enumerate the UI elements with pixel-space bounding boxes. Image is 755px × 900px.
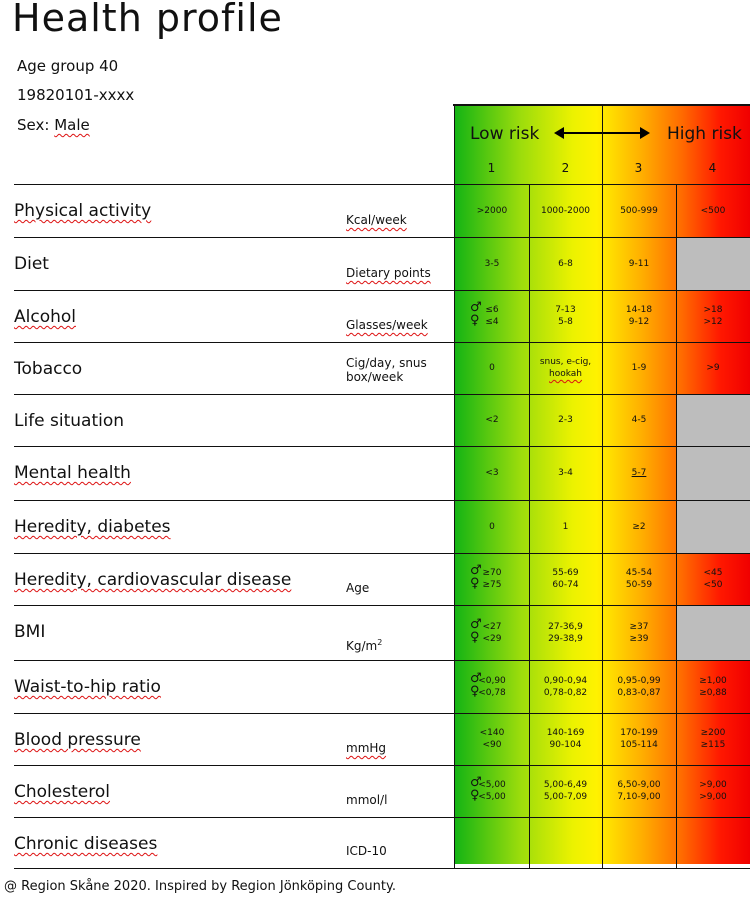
female-symbol-icon: ♀	[470, 629, 480, 645]
risk-cell-3: 6,50-9,00 7,10-9,00	[617, 780, 661, 802]
sex-value: Male	[54, 116, 90, 134]
not-applicable-cell	[677, 606, 750, 660]
risk-cell-3: 9-11	[628, 258, 650, 269]
row-label: Waist-to-hip ratio	[14, 677, 161, 697]
personal-id: 19820101-xxxx	[17, 86, 135, 104]
risk-cell-1: <2	[485, 415, 499, 425]
row-unit: Dietary points	[346, 266, 431, 280]
risk-cell-3: 45-54 50-59	[625, 568, 653, 590]
row-divider	[14, 817, 750, 818]
risk-cell-3: 170-199 105-114	[620, 728, 658, 750]
risk-cell-2: 0,90-0,94 0,78-0,82	[543, 675, 588, 698]
row-label: Alcohol	[14, 307, 76, 327]
risk-cell-1: >2000	[476, 205, 508, 216]
row-unit: $Kg/m^2$	[346, 638, 383, 653]
risk-cell-4: <500	[700, 205, 726, 216]
risk-cell-2: 27-36,9 29-38,9	[548, 621, 583, 644]
risk-cell-2: 1	[562, 521, 569, 532]
male-symbol-icon: ♂	[470, 616, 482, 632]
risk-cell-4: ≥1,00 ≥0,88	[699, 675, 727, 698]
risk-cell-2: 55-69 60-74	[552, 568, 579, 590]
not-applicable-cell	[677, 447, 750, 500]
risk-cell-1: 0	[489, 363, 495, 373]
row-unit: Cig/day, snus box/week	[346, 356, 427, 384]
not-applicable-cell	[677, 501, 750, 553]
risk-cell-2: 1000-2000	[540, 205, 591, 216]
risk-cell-1: 3-5	[484, 258, 500, 269]
risk-cell-2: 3-4	[558, 468, 573, 478]
risk-cell-4: >9	[706, 363, 720, 373]
risk-cell-2: 6-8	[558, 258, 573, 269]
risk-cell-3: 1-9	[631, 363, 647, 373]
row-label: Life situation	[14, 411, 125, 431]
row-label: Tobacco	[14, 359, 83, 379]
risk-cell-3: 0,95-0,99 0,83-0,87	[617, 675, 661, 698]
page-title: Health profile	[12, 0, 283, 40]
age-group: Age group 40	[17, 57, 119, 75]
risk-cell-1: ≥70 ≥75	[482, 568, 502, 590]
column-number-2: 2	[561, 161, 570, 175]
risk-cell-1: <3	[485, 468, 499, 478]
male-symbol-icon: ♂	[470, 563, 482, 578]
risk-cell-2: 2-3	[558, 415, 573, 425]
male-symbol-icon: ♂	[470, 775, 482, 790]
row-label: Heredity, cardiovascular disease	[14, 570, 292, 590]
row-divider	[14, 868, 750, 869]
row-label: Cholesterol	[14, 782, 110, 802]
row-unit: Kcal/week	[346, 213, 407, 227]
risk-cell-2: 140-169 90-104	[546, 728, 585, 750]
row-unit: Age	[346, 581, 370, 595]
row-label: Physical activity	[14, 201, 152, 221]
male-symbol-icon: ♂	[470, 300, 482, 315]
risk-cell-4: >18 >12	[703, 305, 723, 327]
row-unit: ICD-10	[346, 844, 387, 858]
risk-cell-2: 7-13 5-8	[555, 305, 576, 327]
risk-cell-1: ≤6 ≤4	[485, 305, 499, 327]
row-label: Chronic diseases	[14, 834, 158, 854]
column-number-1: 1	[487, 161, 496, 175]
risk-cell-2: 5,00-6,49 5,00-7,09	[543, 780, 588, 802]
risk-cell-1: 0	[489, 521, 495, 532]
male-symbol-icon: ♂	[470, 670, 482, 686]
risk-cell-2: snus, e-cig, hookah	[539, 357, 592, 379]
row-label: Mental health	[14, 463, 131, 483]
low-risk-label: Low risk	[470, 124, 540, 144]
female-symbol-icon: ♀	[470, 788, 480, 803]
risk-cell-1: <27 <29	[482, 621, 502, 644]
female-symbol-icon: ♀	[470, 313, 480, 328]
row-label: BMI	[14, 622, 46, 642]
risk-cell-4: >9,00 >9,00	[699, 780, 727, 802]
risk-cell-1: <0,90 <0,78	[478, 675, 506, 698]
high-risk-label: High risk	[667, 124, 742, 144]
column-number-3: 3	[634, 161, 643, 175]
row-label: Diet	[14, 254, 49, 274]
not-applicable-cell	[677, 238, 750, 290]
footer: @ Region Skåne 2020. Inspired by Region Jönköping County.	[4, 879, 396, 894]
not-applicable-cell	[677, 395, 750, 446]
row-unit: mmHg	[346, 741, 387, 755]
female-symbol-icon: ♀	[470, 576, 480, 591]
risk-cell-3: ≥2	[632, 521, 646, 532]
row-unit: Glasses/week	[346, 318, 428, 332]
row-unit: mmol/l	[346, 793, 388, 807]
risk-cell-3: 5-7	[631, 468, 647, 478]
column-number-4: 4	[708, 161, 717, 175]
female-symbol-icon: ♀	[470, 683, 480, 699]
row-label: Heredity, diabetes	[14, 517, 171, 537]
risk-cell-3: 14-18 9-12	[625, 305, 653, 327]
sex-prefix: Sex:	[17, 116, 55, 134]
risk-cell-3: 4-5	[631, 415, 647, 425]
sex-line	[17, 116, 90, 134]
risk-cell-3: 500-999	[620, 205, 658, 216]
risk-cell-1: <140 <90	[479, 728, 505, 750]
risk-cell-1: <5,00 <5,00	[478, 780, 506, 802]
row-label: Blood pressure	[14, 730, 141, 750]
risk-cell-3: ≥37 ≥39	[629, 621, 649, 644]
risk-cell-4: <45 <50	[703, 568, 723, 590]
risk-cell-4: ≥200 ≥115	[700, 728, 726, 750]
